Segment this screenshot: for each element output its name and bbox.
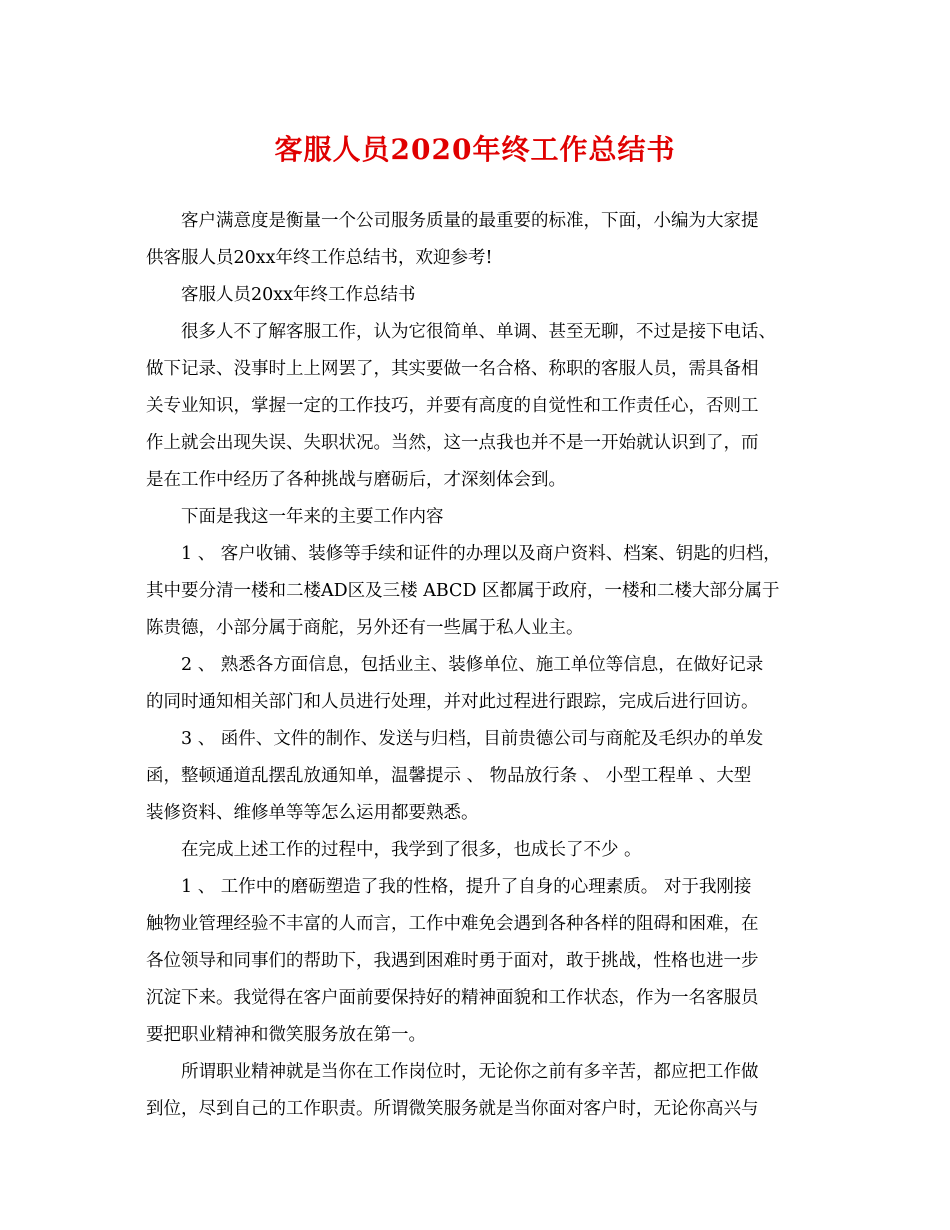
- document-title: 客服人员2020年终工作总结书: [274, 133, 676, 166]
- text-line: 客户满意度是衡量一个公司服务质量的最重要的标准，下面，小编为大家提: [181, 211, 759, 231]
- text-line: 作上就会出现失误、失职状况。当然，这一点我也并不是一开始就认识到了，而: [146, 433, 759, 453]
- text-line: 函，整顿通道乱摆乱放通知单，温馨提示 、 物品放行条 、 小型工程单 、大型: [146, 766, 752, 786]
- text-line: 各位领导和同事们的帮助下，我遇到困难时勇于面对，敢于挑战，性格也进一步: [146, 951, 759, 971]
- text-line: 的同时通知相关部门和人员进行处理，并对此过程进行跟踪，完成后进行回访。: [146, 692, 759, 712]
- text-line: 沉淀下来。我觉得在客户面前要保持好的精神面貌和工作状态，作为一名客服员: [146, 988, 759, 1008]
- text-line: 3 、 函件、文件的制作、发送与归档，目前贵德公司与商舵及毛织办的单发: [181, 729, 764, 749]
- text-line: 1 、 客户收铺、装修等手续和证件的办理以及商户资料、档案、钥匙的归档，: [181, 544, 781, 564]
- document-body: [146, 203, 814, 1128]
- text-line: 陈贵德，小部分属于商舵，另外还有一些属于私人业主。: [146, 618, 584, 638]
- text-line: 在完成上述工作的过程中，我学到了很多，也成长了不少 。: [181, 840, 642, 860]
- text-line: 客服人员20xx年终工作总结书: [181, 285, 416, 305]
- text-line: 装修资料、维修单等等怎么运用都要熟悉。: [146, 803, 479, 823]
- text-line: 关专业知识，掌握一定的工作技巧，并要有高度的自觉性和工作责任心，否则工: [146, 396, 759, 416]
- text-line: 其中要分清一楼和二楼AD区及三楼 ABCD 区都属于政府，一楼和二楼大部分属于: [146, 581, 780, 601]
- text-line: 2 、 熟悉各方面信息，包括业主、装修单位、施工单位等信息，在做好记录: [181, 655, 764, 675]
- text-line: 是在工作中经历了各种挑战与磨砺后，才深刻体会到。: [146, 470, 566, 490]
- text-line: 到位，尽到自己的工作职责。所谓微笑服务就是当你面对客户时，无论你高兴与: [146, 1099, 759, 1119]
- text-line: 触物业管理经验不丰富的人而言，工作中难免会遇到各种各样的阻碍和困难，在: [146, 914, 759, 934]
- text-line: 1 、 工作中的磨砺塑造了我的性格，提升了自身的心理素质。 对于我刚接: [181, 877, 752, 897]
- text-line: 很多人不了解客服工作，认为它很简单、单调、甚至无聊，不过是接下电话、: [181, 322, 776, 342]
- text-line: 所谓职业精神就是当你在工作岗位时，无论你之前有多辛苦，都应把工作做: [181, 1062, 759, 1082]
- text-line: 供客服人员20xx年终工作总结书，欢迎参考!: [146, 248, 493, 268]
- text-line: 下面是我这一年来的主要工作内容: [181, 507, 444, 527]
- text-line: 要把职业精神和微笑服务放在第一。: [146, 1025, 426, 1045]
- text-line: 做下记录、没事时上上网罢了，其实要做一名合格、称职的客服人员，需具备相: [146, 359, 759, 379]
